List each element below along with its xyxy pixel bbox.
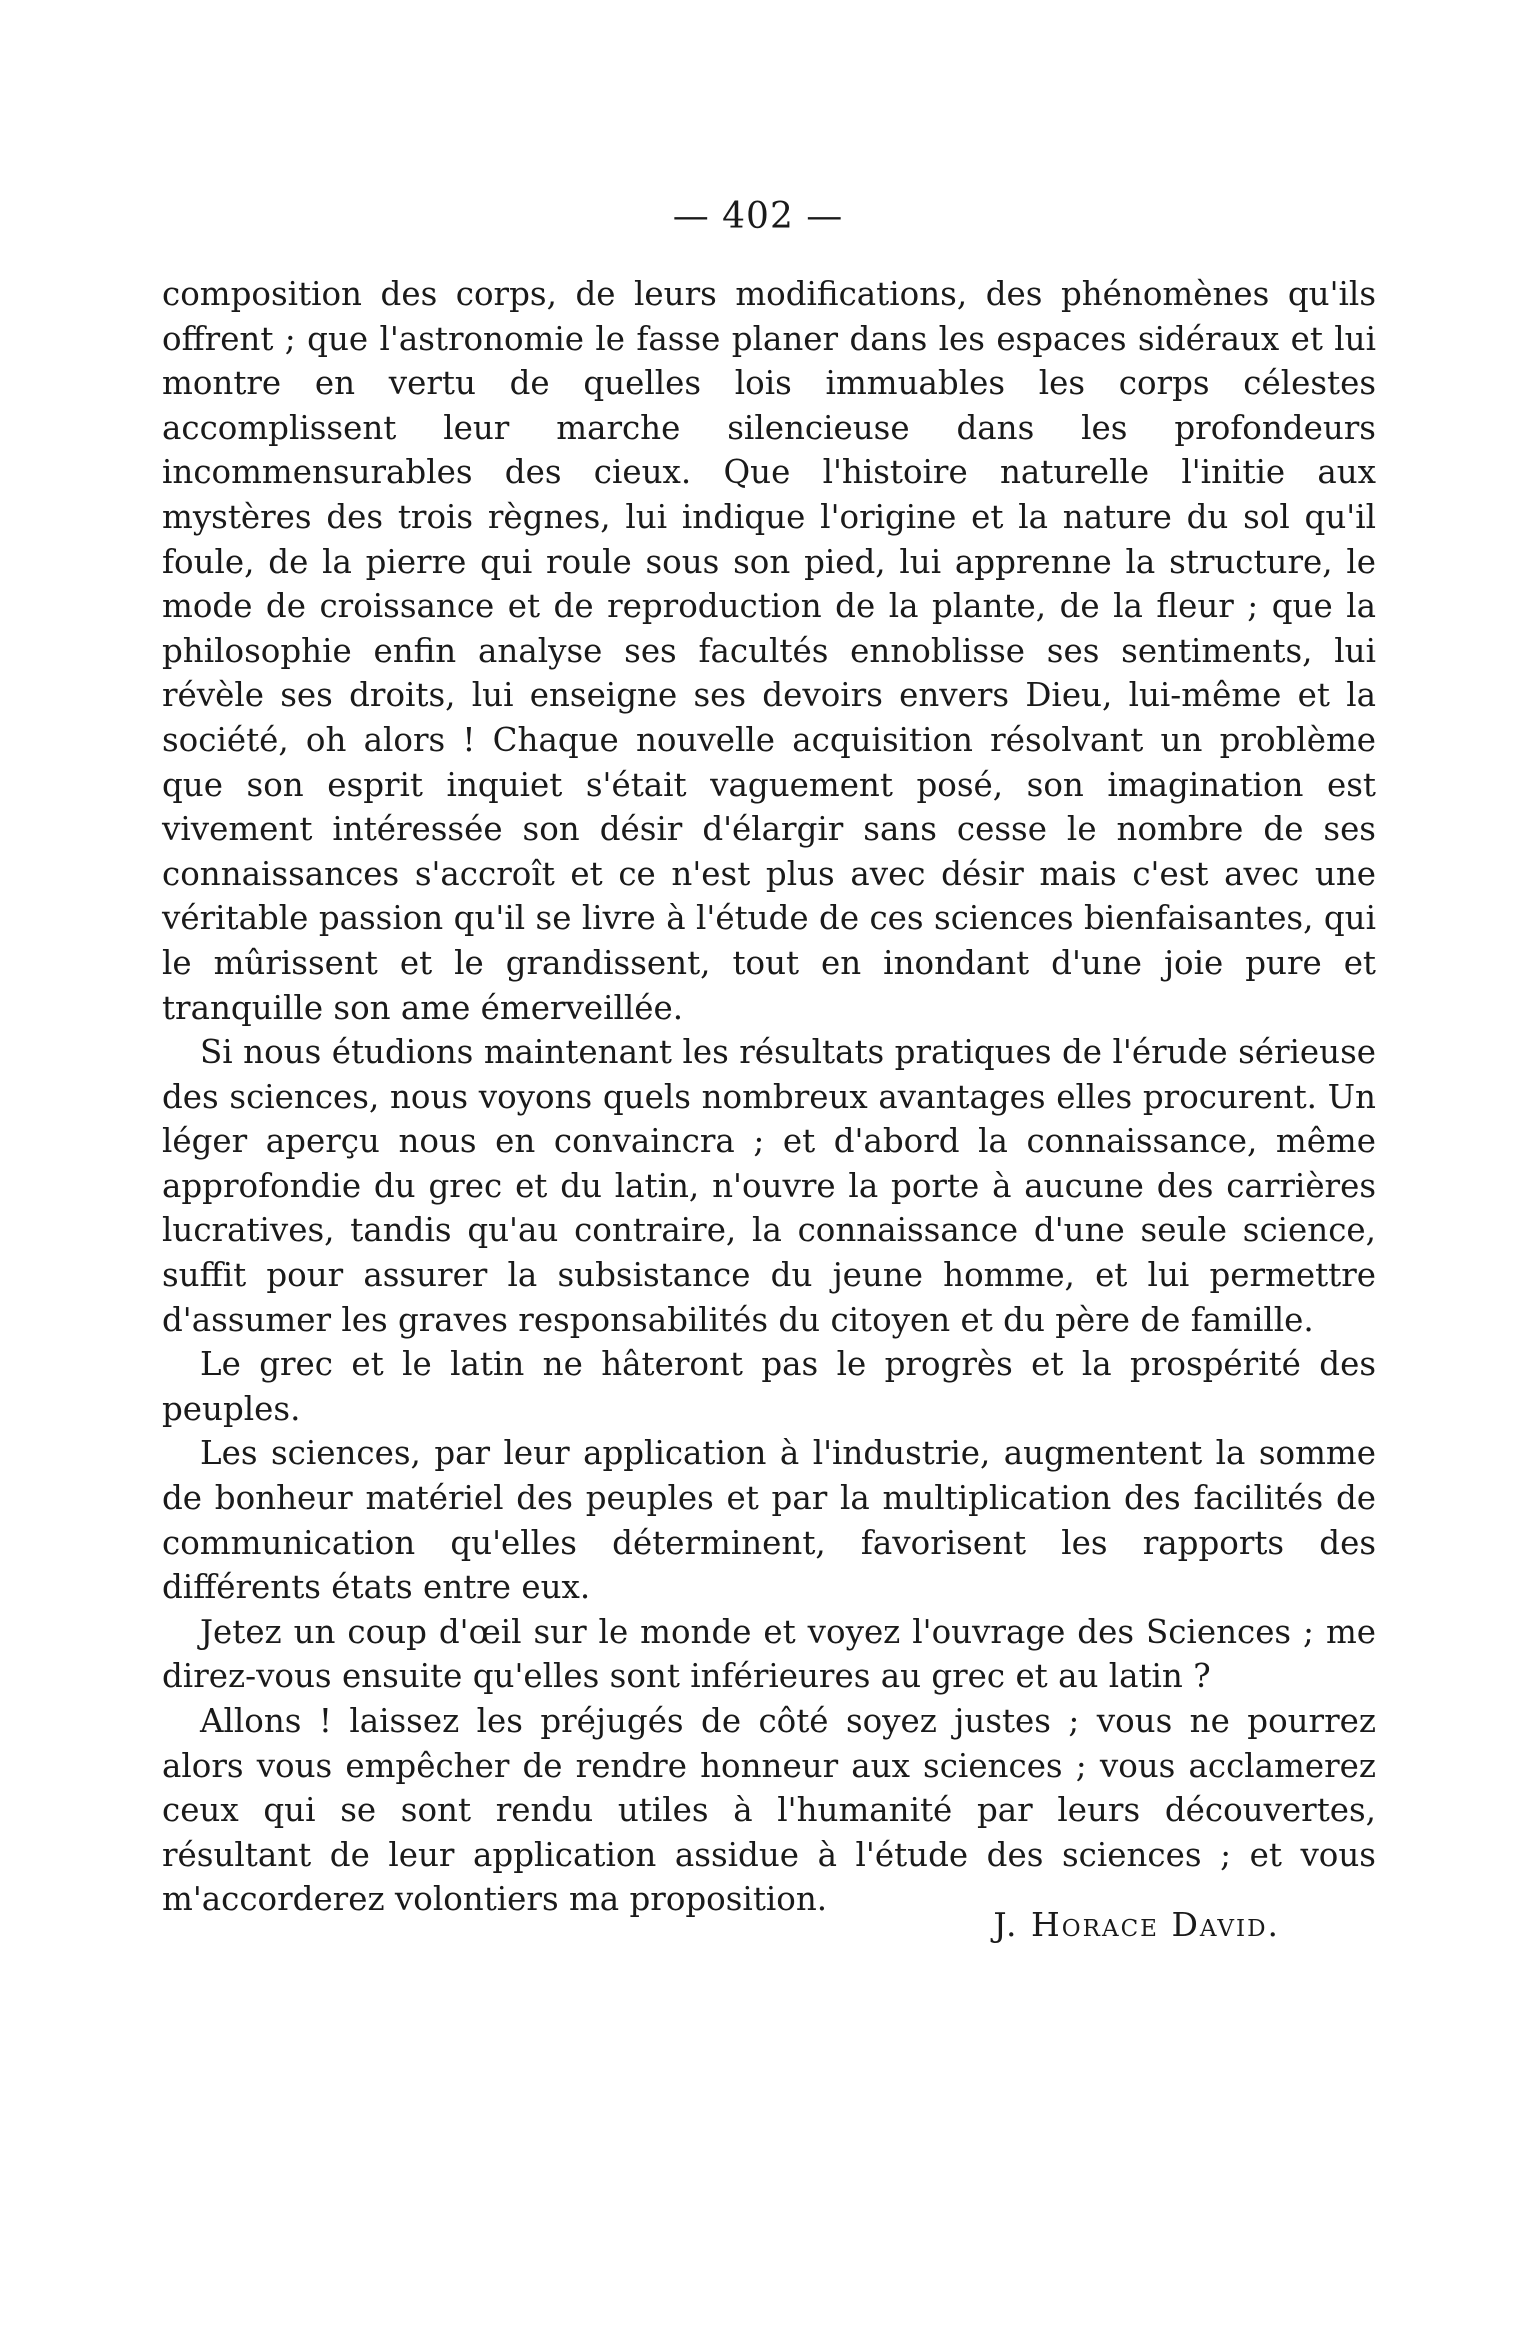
paragraph: composition des corps, de leurs modifications, des phénomènes qu'ils offrent ; que l'astronomie le fasse planer dans les espaces sidéraux et lui montre en vertu de quelles lois immuables les corps célestes accomplissent leur marche silencieuse dans les profondeurs incommensurables des cieux. Que l'histoire naturelle l'initie aux mystères des trois règnes, lui indique l'origine et la nature du sol qu'il foule, de la pierre qui roule sous son pied, lui apprenne la structure, le mode de croissance et de reproduction de la plante, de la fleur ; que la philosophie enfin analyse ses facultés ennoblisse ses sentiments, lui révèle ses droits, lui enseigne ses devoirs envers Dieu, lui-même et la société, oh alors ! Chaque nouvelle acquisition résolvant un problème que son esprit inquiet s'était vaguement posé, son imagination est vivement intéressée son désir d'élargir sans cesse le nombre de ses connaissances s'accroît et ce n'est plus avec désir mais c'est avec une véritable passion qu'il se livre à l'étude de ces sciences bienfaisantes, qui le mûrissent et le grandissent, tout en inondant d'une joie pure et tranquille son ame émerveillée. — [162, 275, 1376, 1027]
paragraph: Le grec et le latin ne hâteront pas le progrès et la prospérité des peuples. — [162, 1345, 1376, 1428]
paragraph: Les sciences, par leur application à l'industrie, augmentent la somme de bonheur matériel des peuples et par la multiplication des facilités de communication qu'elles déterminent, favorisent les rapports des différents états entre eux. — [162, 1434, 1376, 1607]
page-number: — 402 — — [672, 196, 844, 237]
author-signature: J. Horace David. — [993, 1905, 1280, 1944]
paragraph: Allons ! laissez les préjugés de côté soyez justes ; vous ne pourrez alors vous empêcher de rendre honneur aux sciences ; vous acclamerez ceux qui se sont rendu utiles à l'humanité par leurs découvertes, résultant de leur application assidue à l'étude des sciences ; et vous m'accorderez volontiers ma proposition. — [162, 1702, 1376, 1919]
paragraph: Si nous étudions maintenant les résultats pratiques de l'érude sérieuse des sciences, nous voyons quels nombreux avantages elles procurent. Un léger aperçu nous en convaincra ; et d'abord la connaissance, même approfondie du grec et du latin, n'ouvre la porte à aucune des carrières lucratives, tandis qu'au contraire, la connaissance d'une seule science, suffit pour assurer la subsistance du jeune homme, et lui permettre d'assumer les graves responsabilités du citoyen et du père de famille. — [162, 1033, 1376, 1339]
paragraph: Jetez un coup d'œil sur le monde et voyez l'ouvrage des Sciences ; me direz-vous ensuite qu'elles sont inférieures au grec et au latin ? — [162, 1612, 1376, 1696]
article-body — [162, 272, 1376, 1922]
